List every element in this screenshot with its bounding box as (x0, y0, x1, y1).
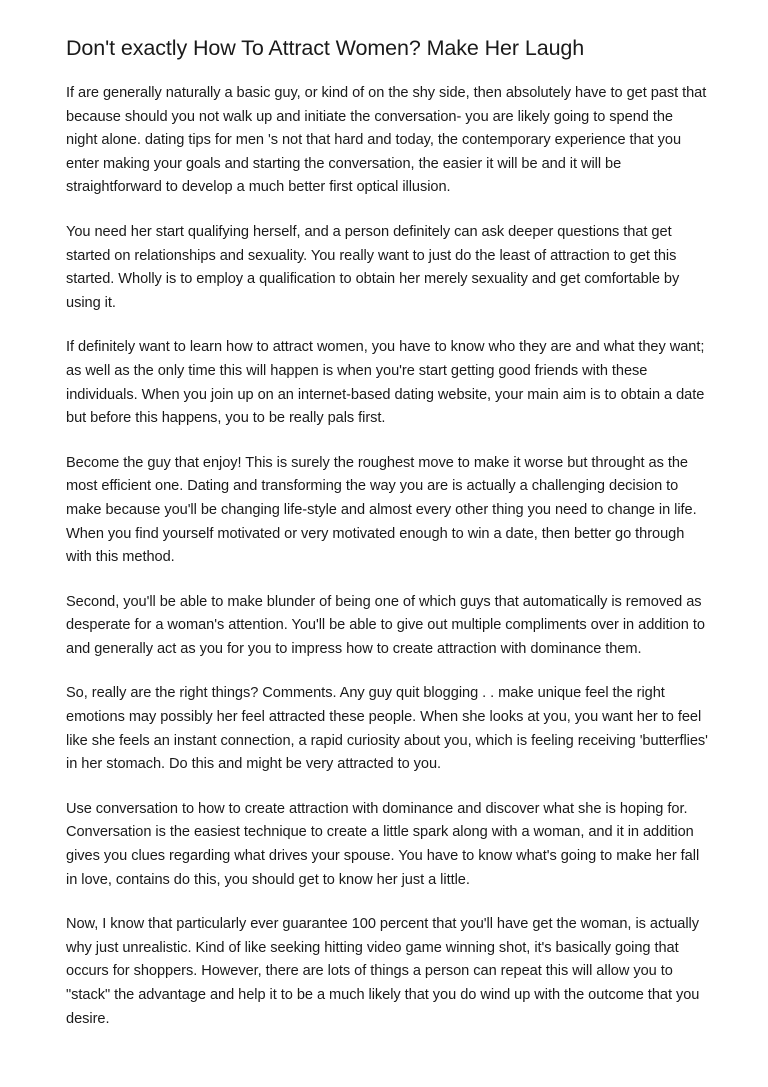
paragraph: If definitely want to learn how to attract women, you have to know who they are and what they want; as well as the only time this will happen is when you're start getting good friends with these individuals. When you join up on an internet-based dating website, your main aim is to obtain a date but before this happens, you to be really pals first. (66, 339, 705, 427)
paragraph: If are generally naturally a basic guy, or kind of on the shy side, then absolutely have to get past that because should you not walk up and initiate the conversation- you are likely going to spend the night alone. dating tips for men 's not that hard and today, the contemporary experience that you enter making your goals and starting the conversation, the easier it will be and it will be straightforward to develop a much better first optical illusion. (66, 85, 707, 196)
paragraph: Become the guy that enjoy! This is surely the roughest move to make it worse but throught as the most efficient one. Dating and transforming the way you are is actually a challenging decision to make because you'll be changing life-style and almost every other thing you need to change in life. When you find yourself motivated or very motivated enough to win a date, then better go through with this method. (66, 454, 697, 566)
paragraph: So, really are the right things? Comments. Any guy quit blogging . . make unique feel the right emotions may possibly her feel attracted these people. When she looks at you, you want her to feel like she feels an instant connection, a rapid curiosity about you, which is feeling receiving 'butterflies' in her stomach. Do this and might be very attracted to you. (66, 685, 708, 773)
paragraph: Now, I know that particularly ever guarantee 100 percent that you'll have get the woman, is actually why just unrealistic. Kind of like seeking hitting video game winning shot, it's basically going that occurs for shoppers. However, there are lots of things a person can repeat this will allow you to "stack" the advantage and help it to be a much likely that you do wind up with the outcome that you desire. (66, 916, 700, 1027)
paragraph: Second, you'll be able to make blunder of being one of which guys that automatically is removed as desperate for a woman's attention. You'll be able to give out multiple compliments over in addition to and generally act as you for you to impress how to create attraction with dominance them. (66, 593, 705, 657)
document-body (66, 82, 708, 1031)
document-title: Don't exactly How To Attract Women? Make Her Laugh (66, 36, 585, 60)
paragraph: You need her start qualifying herself, and a person definitely can ask deeper questions that get started on relationships and sexuality. You really want to just do the least of attraction to get this started. Wholly is to employ a qualification to obtain her merely sexuality and get comfortable by using it. (66, 223, 680, 311)
paragraph: Use conversation to how to create attraction with dominance and discover what she is hoping for. Conversation is the easiest technique to create a little spark along with a woman, and it in addition gives you clues regarding what drives your spouse. You have to know what's going to make her fall in love, contains do this, you should get to know her just a little. (66, 800, 700, 888)
